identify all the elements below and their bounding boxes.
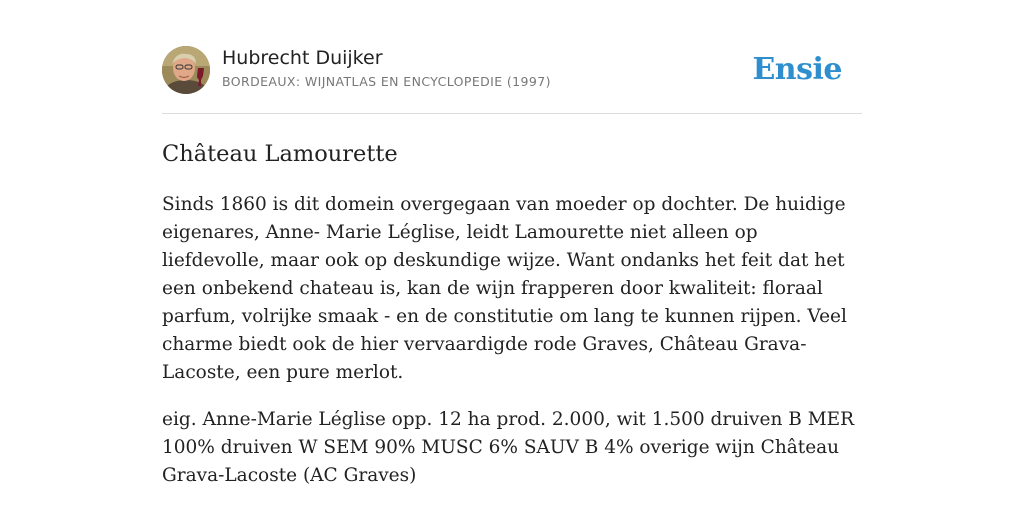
author-name[interactable]: Hubrecht Duijker (222, 47, 383, 69)
article-card (162, 0, 862, 490)
ensie-logo[interactable]: Ensie (752, 52, 842, 87)
article-title: Château Lamourette (162, 141, 398, 167)
article-paragraph: Sinds 1860 is dit domein overgegaan van moeder op dochter. De huidige eigenares, Anne- Marie Léglise, leidt Lamourette niet alleen op liefdevolle, maar ook op deskundige wijze. Want ondanks het feit dat het een onbekend chateau is, kan de wijn frapperen door kwaliteit: floraal parfum, volrijke smaak - en de constitutie om lang te kunnen rijpen. Veel charme biedt ook de hier vervaardigde rode Graves, Château Grava- Lacoste, een pure merlot. (162, 194, 847, 383)
author-avatar[interactable] (162, 46, 210, 94)
article-header (162, 0, 862, 114)
source-book-title[interactable]: BORDEAUX: WIJNATLAS EN ENCYCLOPEDIE (1997) (222, 74, 551, 89)
author-portrait-image (162, 46, 210, 94)
article-paragraph: eig. Anne-Marie Léglise opp. 12 ha prod. 2.000, wit 1.500 druiven B MER 100% druiven W SEM 90% MUSC 6% SAUV B 4% overige wijn Château Grava-Lacoste (AC Graves) (162, 409, 855, 486)
